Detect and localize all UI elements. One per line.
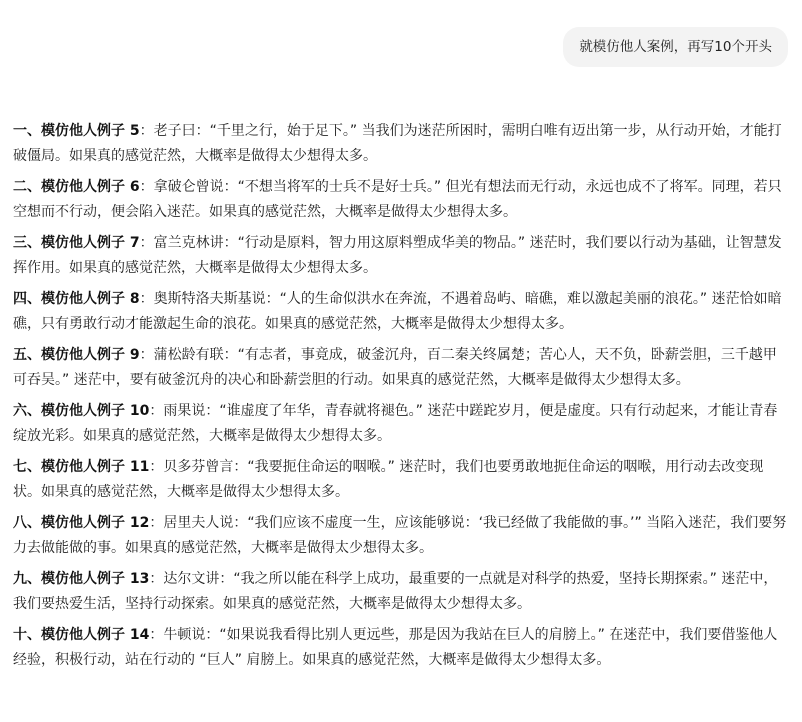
item-heading: 五、模仿他人例子 9 <box>13 347 140 363</box>
item-heading: 八、模仿他人例子 12 <box>13 515 150 531</box>
item-text: 居里夫人说：“我们应该不虚度一生，应该能够说：‘我已经做了我能做的事。’” 当陷入迷茫，我们要努力去做能做的事。如果真的感觉茫然，大概率是做得太少想得太多。 <box>13 515 787 556</box>
item-text: 老子曰：“千里之行，始于足下。” 当我们为迷茫所困时，需明白唯有迈出第一步，从行动开始，才能打破僵局。如果真的感觉茫然，大概率是做得太少想得太多。 <box>13 123 782 164</box>
item-text: 拿破仑曾说：“不想当将军的士兵不是好士兵。” 但光有想法而无行动，永远也成不了将军。同理，若只空想而不行动，便会陷入迷茫。如果真的感觉茫然，大概率是做得太少想得太多。 <box>13 179 782 220</box>
item-heading: 六、模仿他人例子 10 <box>13 403 150 419</box>
assistant-response <box>13 119 788 679</box>
list-item: 一、模仿他人例子 5：老子曰：“千里之行，始于足下。” 当我们为迷茫所困时，需明白唯有迈出第一步，从行动开始，才能打破僵局。如果真的感觉茫然，大概率是做得太少想得太多。 <box>13 123 782 164</box>
item-text: 贝多芬曾言：“我要扼住命运的咽喉。” 迷茫时，我们也要勇敢地扼住命运的咽喉，用行动去改变现状。如果真的感觉茫然，大概率是做得太少想得太多。 <box>13 459 764 500</box>
item-heading: 十、模仿他人例子 14 <box>13 627 150 643</box>
user-message-bubble: 就模仿他人案例，再写10个开头 <box>563 27 788 67</box>
list-item: 五、模仿他人例子 9：蒲松龄有联：“有志者，事竟成，破釜沉舟，百二秦关终属楚；苦心人，天不负，卧薪尝胆，三千越甲可吞吴。” 迷茫中，要有破釜沉舟的决心和卧薪尝胆的行动。如果真的感觉茫然，大概率是做得太少想得太多。 <box>13 347 777 388</box>
item-heading: 三、模仿他人例子 7 <box>13 235 140 251</box>
list-item: 四、模仿他人例子 8：奥斯特洛夫斯基说：“人的生命似洪水在奔流，不遇着岛屿、暗礁，难以激起美丽的浪花。” 迷茫恰如暗礁，只有勇敢行动才能激起生命的浪花。如果真的感觉茫然，大概率是做得太少想得太多。 <box>13 291 782 332</box>
user-message-row <box>563 27 788 67</box>
list-item: 二、模仿他人例子 6：拿破仑曾说：“不想当将军的士兵不是好士兵。” 但光有想法而无行动，永远也成不了将军。同理，若只空想而不行动，便会陷入迷茫。如果真的感觉茫然，大概率是做得太少想得太多。 <box>13 179 782 220</box>
item-heading: 七、模仿他人例子 11 <box>13 459 150 475</box>
item-heading: 二、模仿他人例子 6 <box>13 179 140 195</box>
item-text: 达尔文讲：“我之所以能在科学上成功，最重要的一点就是对科学的热爱，坚持长期探索。” 迷茫中，我们要热爱生活，坚持行动探索。如果真的感觉茫然，大概率是做得太少想得太多。 <box>13 571 778 612</box>
item-heading: 四、模仿他人例子 8 <box>13 291 140 307</box>
list-item: 六、模仿他人例子 10：雨果说：“谁虚度了年华，青春就将褪色。” 迷茫中蹉跎岁月，便是虚度。只有行动起来，才能让青春绽放光彩。如果真的感觉茫然，大概率是做得太少想得太多。 <box>13 403 778 444</box>
item-heading: 九、模仿他人例子 13 <box>13 571 150 587</box>
item-text: 奥斯特洛夫斯基说：“人的生命似洪水在奔流，不遇着岛屿、暗礁，难以激起美丽的浪花。” 迷茫恰如暗礁，只有勇敢行动才能激起生命的浪花。如果真的感觉茫然，大概率是做得太少想得太多。 <box>13 291 782 332</box>
list-item: 三、模仿他人例子 7：富兰克林讲：“行动是原料，智力用这原料塑成华美的物品。” 迷茫时，我们要以行动为基础，让智慧发挥作用。如果真的感觉茫然，大概率是做得太少想得太多。 <box>13 235 782 276</box>
list-item: 九、模仿他人例子 13：达尔文讲：“我之所以能在科学上成功，最重要的一点就是对科学的热爱，坚持长期探索。” 迷茫中，我们要热爱生活，坚持行动探索。如果真的感觉茫然，大概率是做得太少想得太多。 <box>13 571 778 612</box>
item-text: 富兰克林讲：“行动是原料，智力用这原料塑成华美的物品。” 迷茫时，我们要以行动为基础，让智慧发挥作用。如果真的感觉茫然，大概率是做得太少想得太多。 <box>13 235 782 276</box>
item-text: 牛顿说：“如果说我看得比别人更远些，那是因为我站在巨人的肩膀上。” 在迷茫中，我们要借鉴他人经验，积极行动，站在行动的 “巨人” 肩膀上。如果真的感觉茫然，大概率是做得太少想得太多。 <box>13 627 778 668</box>
list-item: 十、模仿他人例子 14：牛顿说：“如果说我看得比别人更远些，那是因为我站在巨人的肩膀上。” 在迷茫中，我们要借鉴他人经验，积极行动，站在行动的 “巨人” 肩膀上。如果真的感觉茫然，大概率是做得太少想得太多。 <box>13 627 778 668</box>
list-item: 八、模仿他人例子 12：居里夫人说：“我们应该不虚度一生，应该能够说：‘我已经做了我能做的事。’” 当陷入迷茫，我们要努力去做能做的事。如果真的感觉茫然，大概率是做得太少想得太多。 <box>13 515 787 556</box>
item-text: 雨果说：“谁虚度了年华，青春就将褪色。” 迷茫中蹉跎岁月，便是虚度。只有行动起来，才能让青春绽放光彩。如果真的感觉茫然，大概率是做得太少想得太多。 <box>13 403 778 444</box>
list-item: 七、模仿他人例子 11：贝多芬曾言：“我要扼住命运的咽喉。” 迷茫时，我们也要勇敢地扼住命运的咽喉，用行动去改变现状。如果真的感觉茫然，大概率是做得太少想得太多。 <box>13 459 764 500</box>
item-heading: 一、模仿他人例子 5 <box>13 123 140 139</box>
item-text: 蒲松龄有联：“有志者，事竟成，破釜沉舟，百二秦关终属楚；苦心人，天不负，卧薪尝胆，三千越甲可吞吴。” 迷茫中，要有破釜沉舟的决心和卧薪尝胆的行动。如果真的感觉茫然，大概率是做得太少想得太多。 <box>13 347 777 388</box>
